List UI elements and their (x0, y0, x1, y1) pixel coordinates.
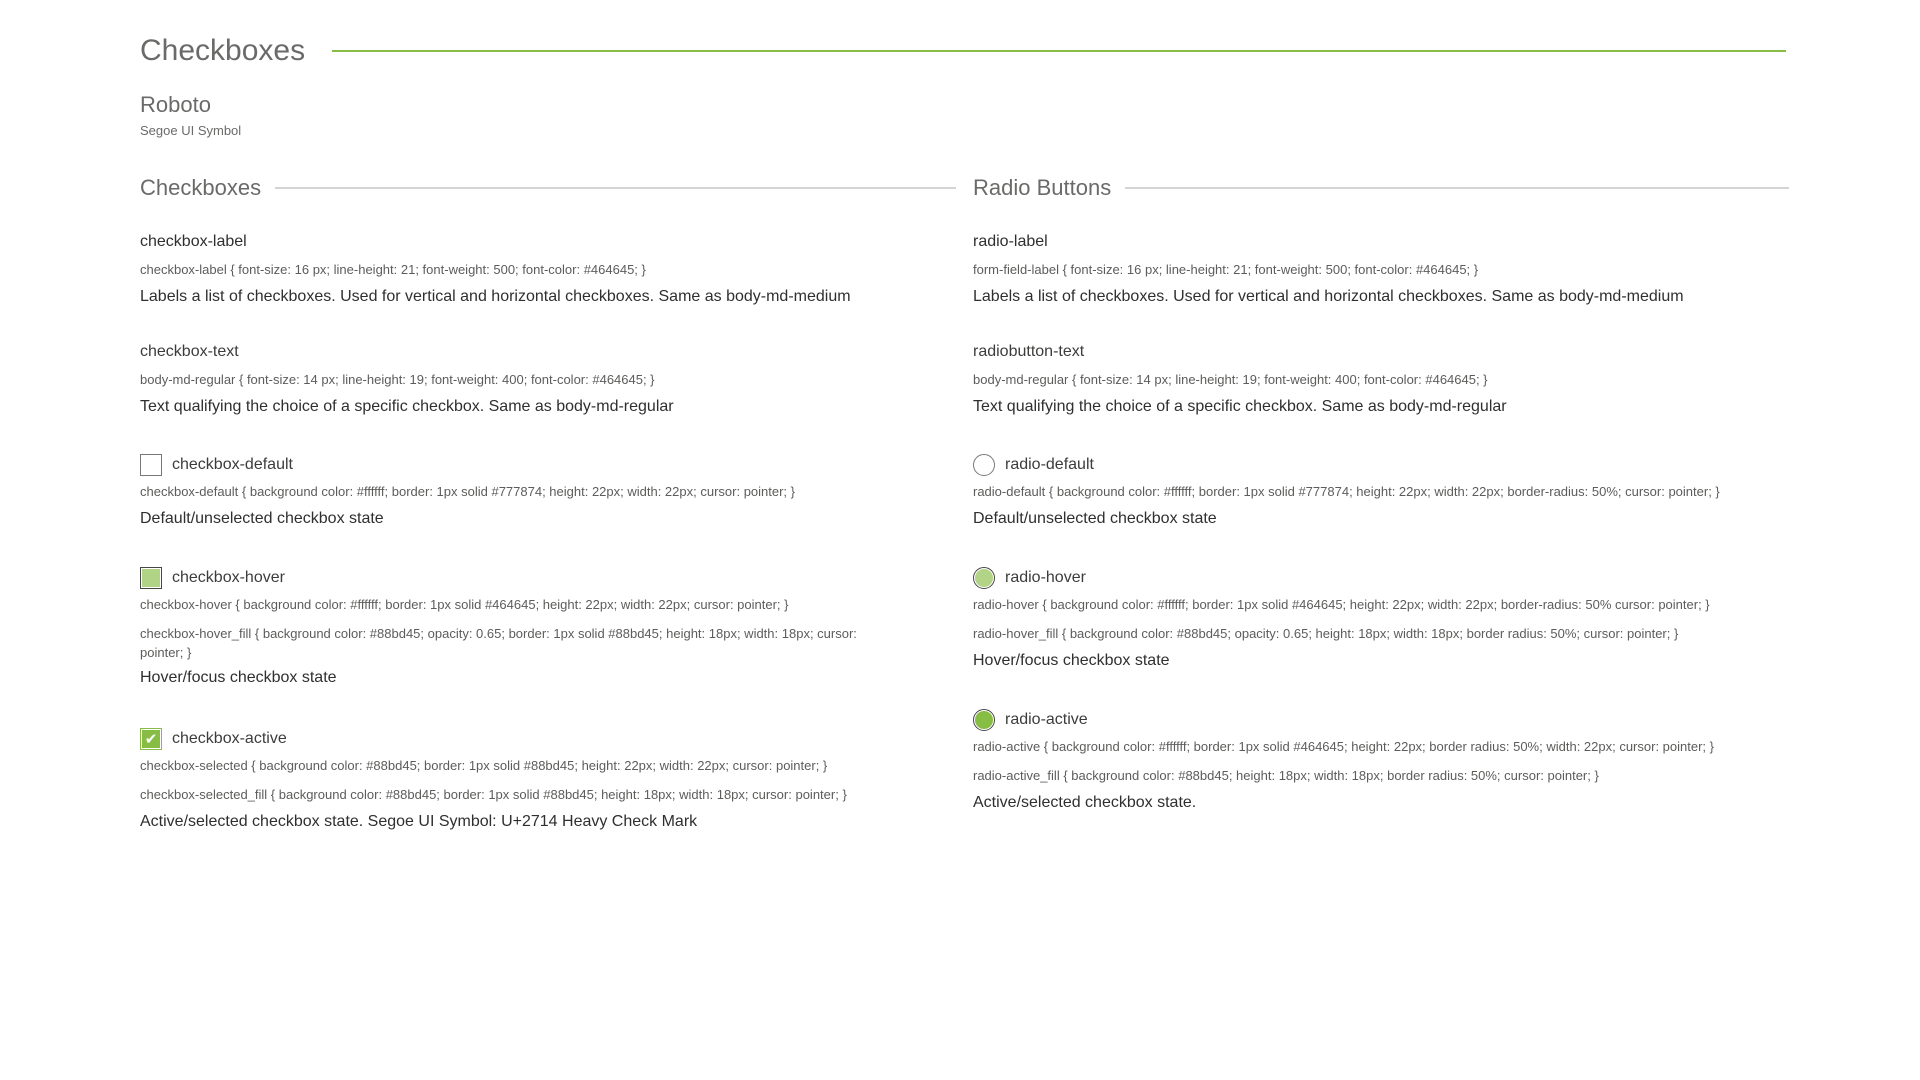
style-guide-page (140, 0, 1786, 1080)
radio-hover-demo (973, 567, 1789, 589)
checkboxes-section-header (140, 172, 956, 204)
token-fill-spec: radio-hover_fill { background color: #88bd45; opacity: 0.65; height: 18px; width: 18px; border radius: 50%; cursor: pointer; } (973, 626, 1679, 641)
token-spec: checkbox-hover { background color: #ffffff; border: 1px solid #464645; height: 22px; width: 22px; cursor: pointer; } (140, 597, 789, 612)
token-description: Labels a list of checkboxes. Used for vertical and horizontal checkboxes. Same as body-md-medium (140, 288, 851, 305)
radio-active-fill (975, 711, 993, 729)
token-fill-spec: radio-active_fill { background color: #88bd45; height: 18px; width: 18px; border radius: 50%; cursor: pointer; } (973, 768, 1599, 783)
page-title-divider (332, 50, 1786, 52)
token-spec: form-field-label { font-size: 16 px; line-height: 21; font-weight: 500; font-color: #464645; } (973, 262, 1479, 277)
radio-active-demo (973, 709, 1789, 731)
checkbox-label-spec (140, 232, 956, 307)
section-divider (1125, 187, 1789, 189)
checkbox-hover[interactable] (140, 567, 162, 589)
token-spec: checkbox-default { background color: #ffffff; border: 1px solid #777874; height: 22px; width: 22px; cursor: pointer; } (140, 484, 796, 499)
secondary-font-name: Segoe UI Symbol (140, 123, 242, 138)
radio-active-label: radio-active (1005, 711, 1088, 728)
checkbox-active-spec (140, 728, 956, 832)
token-name: checkbox-text (140, 343, 239, 360)
checkbox-hover-fill (142, 569, 160, 587)
checkbox-default[interactable] (140, 454, 162, 476)
radio-hover-spec (973, 567, 1789, 671)
checkbox-text-spec (140, 342, 956, 417)
radio-active-spec (973, 709, 1789, 813)
token-spec: checkbox-label { font-size: 16 px; line-height: 21; font-weight: 500; font-color: #464645; } (140, 262, 646, 277)
radio-hover-label: radio-hover (1005, 569, 1086, 586)
radio-hover-fill (975, 569, 993, 587)
token-description: Default/unselected checkbox state (973, 510, 1217, 527)
heavy-check-mark-icon: ✔ (142, 730, 160, 748)
radio-section-header (973, 172, 1789, 204)
radio-text-spec (973, 342, 1789, 417)
token-spec: body-md-regular { font-size: 14 px; line-height: 19; font-weight: 400; font-color: #464645; } (140, 372, 655, 387)
radio-default-label: radio-default (1005, 456, 1094, 473)
checkbox-default-demo (140, 454, 956, 476)
token-description: Active/selected checkbox state. (973, 794, 1197, 811)
token-spec: radio-active { background color: #ffffff; border: 1px solid #464645; height: 22px; border radius: 50%; width: 22px; cursor: pointer; } (973, 739, 1714, 754)
token-description: Labels a list of checkboxes. Used for vertical and horizontal checkboxes. Same as body-md-medium (973, 288, 1684, 305)
radio-default-spec (973, 454, 1789, 529)
radio-label-spec (973, 232, 1789, 307)
token-description: Hover/focus checkbox state (973, 652, 1170, 669)
checkbox-hover-demo (140, 567, 956, 589)
radio-hover[interactable] (973, 567, 995, 589)
checkbox-default-label: checkbox-default (172, 456, 293, 473)
token-description: Hover/focus checkbox state (140, 669, 337, 686)
radio-default-demo (973, 454, 1789, 476)
token-spec: checkbox-selected { background color: #88bd45; border: 1px solid #88bd45; height: 22px; width: 22px; cursor: pointer; } (140, 758, 828, 773)
token-description: Text qualifying the choice of a specific checkbox. Same as body-md-regular (140, 398, 674, 415)
checkbox-active[interactable] (140, 728, 162, 750)
section-divider (275, 187, 956, 189)
token-description: Text qualifying the choice of a specific checkbox. Same as body-md-regular (973, 398, 1507, 415)
token-spec: body-md-regular { font-size: 14 px; line-height: 19; font-weight: 400; font-color: #464645; } (973, 372, 1488, 387)
radio-active[interactable] (973, 709, 995, 731)
token-description: Default/unselected checkbox state (140, 510, 384, 527)
checkbox-hover-spec (140, 567, 956, 688)
token-spec: radio-default { background color: #ffffff; border: 1px solid #777874; height: 22px; width: 22px; border-radius: 50%; cursor: pointer; } (973, 484, 1720, 499)
token-spec: radio-hover { background color: #ffffff; border: 1px solid #464645; height: 22px; width: 22px; border-radius: 50% cursor: pointer; } (973, 597, 1710, 612)
checkbox-hover-label: checkbox-hover (172, 569, 285, 586)
token-name: radiobutton-text (973, 343, 1085, 360)
checkboxes-section-title: Checkboxes (140, 175, 262, 200)
token-description: Active/selected checkbox state. Segoe UI Symbol: U+2714 Heavy Check Mark (140, 813, 698, 830)
page-header (140, 31, 1786, 71)
checkboxes-section (140, 172, 956, 830)
token-name: radio-label (973, 233, 1048, 250)
radio-buttons-section (973, 172, 1789, 811)
primary-font-name: Roboto (140, 92, 211, 117)
token-fill-spec: checkbox-selected_fill { background color: #88bd45; border: 1px solid #88bd45; height: 18px; width: 18px; cursor: pointer; } (140, 787, 847, 802)
page-title: Checkboxes (140, 34, 306, 67)
token-name: checkbox-label (140, 233, 247, 250)
radio-section-title: Radio Buttons (973, 175, 1112, 200)
checkbox-active-label: checkbox-active (172, 730, 287, 747)
token-fill-spec: checkbox-hover_fill { background color: #88bd45; opacity: 0.65; border: 1px solid #88bd45; height: 18px; width: 18px; cursor: pointer; } (140, 626, 857, 660)
checkbox-default-spec (140, 454, 956, 529)
checkbox-active-demo (140, 728, 956, 750)
radio-default[interactable] (973, 454, 995, 476)
